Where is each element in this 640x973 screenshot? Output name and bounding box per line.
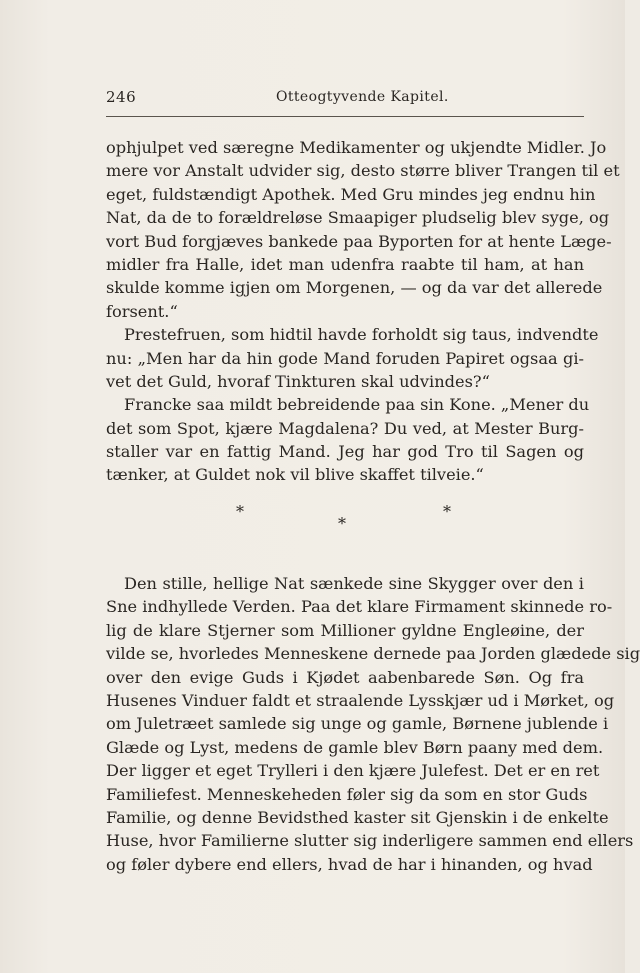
text-line: Sne indhyllede Verden. Paa det klare Firmament skinnede ro- bbox=[106, 597, 613, 617]
text-line: vet det Guld, hvoraf Tinkturen skal udvindes?“ bbox=[106, 371, 490, 391]
text-line: ophjulpet ved særegne Medikamenter og ukjendte Midler. Jo bbox=[106, 138, 607, 157]
page-number: 246 bbox=[106, 88, 137, 106]
chapter-title: Otteogtyvende Kapitel. bbox=[276, 89, 449, 105]
section-separator bbox=[106, 504, 584, 534]
text-line: vilde se, hvorledes Menneskene dernede paa Jorden glædede sig bbox=[106, 644, 640, 664]
header-rule bbox=[106, 116, 584, 117]
text-line: Nat, da de to forældreløse Smaapiger pludselig blev syge, og bbox=[106, 208, 610, 228]
text-line: tænker, at Guldet nok vil blive skaffet tilveie.“ bbox=[106, 465, 484, 485]
separator-star: * bbox=[338, 514, 346, 533]
text-line: nu: „Men har da hin gode Mand foruden Papiret ogsaa gi- bbox=[106, 348, 584, 368]
text-line: staller var en fattig Mand. Jeg har god Tro til Sagen og bbox=[106, 442, 584, 462]
running-head bbox=[106, 88, 584, 110]
text-line: Glæde og Lyst, medens de gamle blev Børn paany med dem. bbox=[106, 737, 604, 757]
text-line: vort Bud forgjæves bankede paa Byporten for at hente Læge- bbox=[106, 231, 612, 251]
text-block-bottom bbox=[106, 572, 640, 876]
text-line: lig de klare Stjerner som Millioner gyldne Engleøine, der bbox=[106, 620, 584, 640]
text-line: Huse, hvor Familierne slutter sig inderligere sammen end ellers bbox=[106, 831, 634, 851]
text-line: forsent.“ bbox=[106, 301, 178, 321]
text-line: over den evige Guds i Kjødet aabenbarede Søn. Og fra bbox=[106, 667, 584, 687]
text-line: Der ligger et eget Trylleri i den kjære Julefest. Det er en ret bbox=[106, 761, 600, 781]
text-line: Francke saa mildt bebreidende paa sin Kone. „Mener du bbox=[124, 395, 590, 415]
text-line: mere vor Anstalt udvider sig, desto større bliver Trangen til et bbox=[106, 161, 620, 181]
text-line: Familiefest. Menneskeheden føler sig da som en stor Guds bbox=[106, 784, 588, 804]
text-line: skulde komme igjen om Morgenen, — og da var det allerede bbox=[106, 278, 603, 298]
text-line: Den stille, hellige Nat sænkede sine Skygger over den i bbox=[124, 574, 584, 593]
text-line: om Juletræet samlede sig unge og gamle, Børnene jublende i bbox=[106, 714, 609, 734]
text-line: Husenes Vinduer faldt et straalende Lysskjær ud i Mørket, og bbox=[106, 690, 615, 710]
text-line: eget, fuldstændigt Apothek. Med Gru mindes jeg endnu hin bbox=[106, 184, 596, 204]
text-line: og føler dybere end ellers, hvad de har i hinanden, og hvad bbox=[106, 854, 593, 874]
text-line: midler fra Halle, idet man udenfra raabte til ham, at han bbox=[106, 254, 584, 274]
text-line: Prestefruen, som hidtil havde forholdt sig taus, indvendte bbox=[124, 325, 599, 345]
text-block-top bbox=[106, 136, 620, 487]
text-line: Familie, og denne Bevidsthed kaster sit Gjenskin i de enkelte bbox=[106, 807, 609, 827]
separator-star: * bbox=[443, 502, 451, 521]
separator-star: * bbox=[236, 502, 244, 521]
text-line: det som Spot, kjære Magdalena? Du ved, at Mester Burg- bbox=[106, 418, 584, 438]
